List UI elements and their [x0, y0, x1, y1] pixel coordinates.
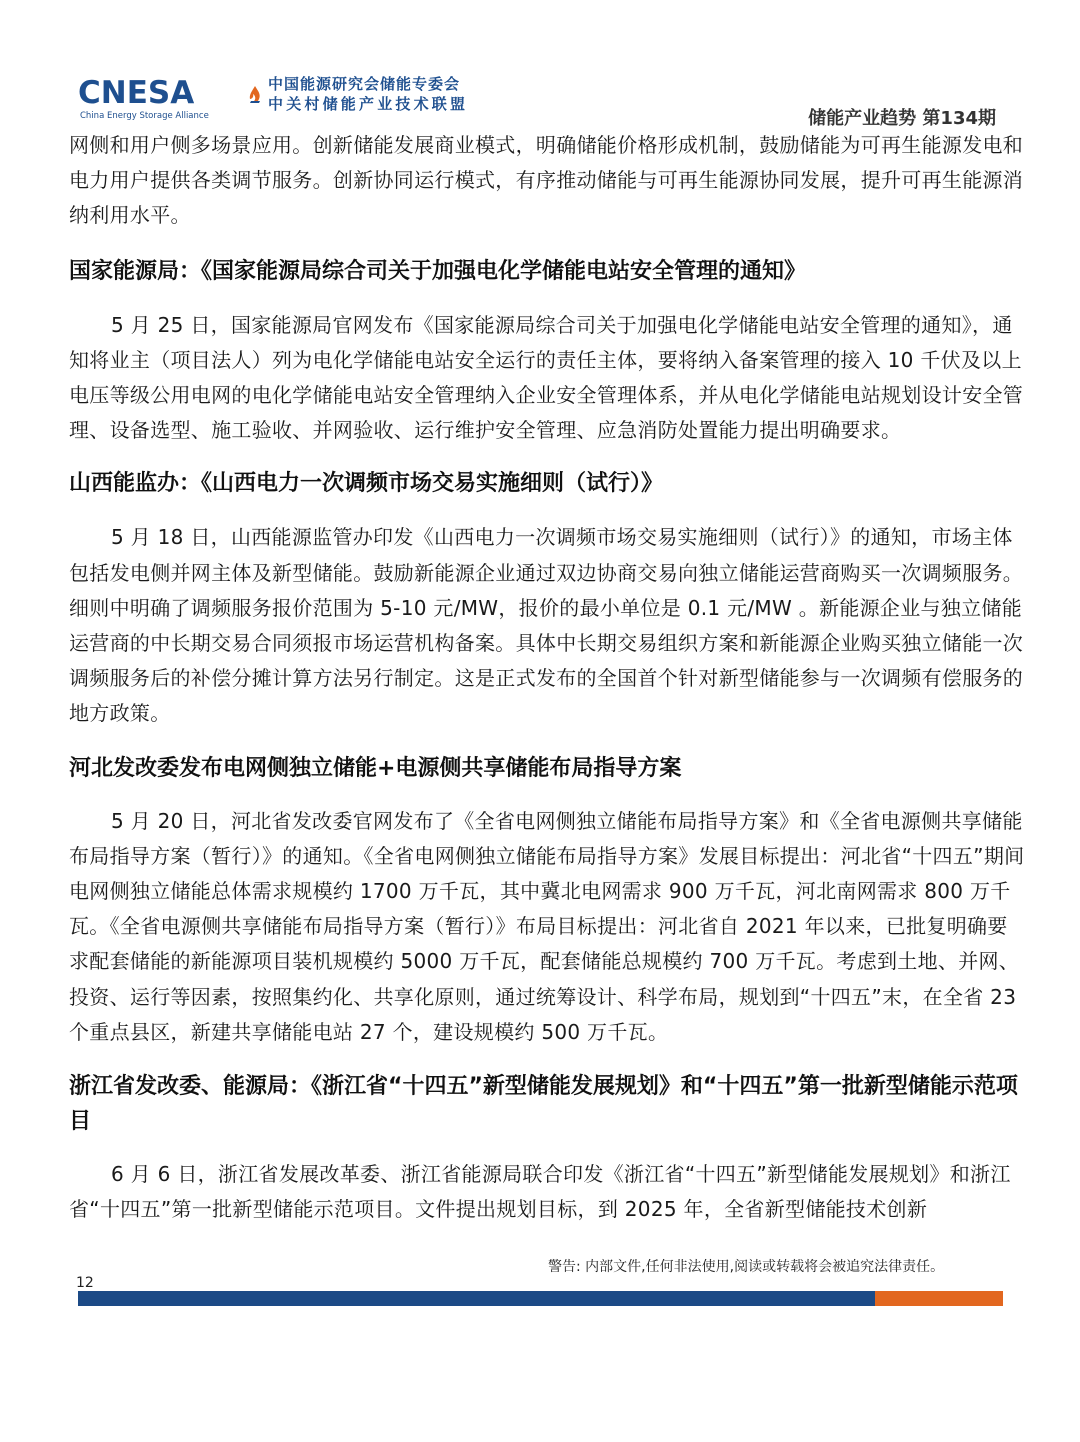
section-heading-nea: 国家能源局：《国家能源局综合司关于加强电化学储能电站安全管理的通知》	[69, 258, 807, 284]
page-header	[78, 70, 1008, 130]
paragraph-nea: 5 月 25 日，国家能源局官网发布《国家能源局综合司关于加强电化学储能电站安全管理的通知》，通知将业主（项目法人）列为电化学储能电站安全运行的责任主体，要将纳入备案管理的接入 10 千伏及以上电压等级公用电网的电化学储能电站安全管理纳入企业安全管理体系，并从电化学储能电站规划设计安全管理、设备选型、施工验收、并网验收、运行维护安全管理、应急消防处置能力提出明确要求。	[69, 312, 1024, 443]
paragraph-shanxi: 5 月 18 日，山西能源监管办印发《山西电力一次调频市场交易实施细则（试行）》的通知，市场主体包括发电侧并网主体及新型储能。鼓励新能源企业通过双边协商交易向独立储能运营商购买一次调频服务。细则中明确了调频服务报价范围为 5-10 元/MW，报价的最小单位是 0.1 元/MW 。新能源企业与独立储能运营商的中长期交易合同须报市场运营机构备案。具体中长期交易组织方案和新能源企业购买独立储能一次调频服务后的补偿分摊计算方法另行制定。这是正式发布的全国首个针对新型储能参与一次调频有偿服务的地方政策。	[69, 525, 1024, 726]
paragraph-continued: 网侧和用户侧多场景应用。创新储能发展商业模式，明确储能价格形成机制，鼓励储能为可再生能源发电和电力用户提供各类调节服务。创新协同运行模式，有序推动储能与可再生能源协同发展，提升可再生能源消纳利用水平。	[69, 133, 1024, 228]
org-line-1: 中国能源研究会储能专委会	[268, 75, 461, 93]
organization-name	[268, 74, 468, 114]
flame-icon	[248, 86, 262, 104]
paragraph-hebei: 5 月 20 日，河北省发改委官网发布了《全省电网侧独立储能布局指导方案》和《全省电源侧共享储能布局指导方案（暂行）》的通知。《全省电网侧独立储能布局指导方案》发展目标提出：河北省“十四五”期间电网侧独立储能总体需求规模约 1700 万千瓦，其中冀北电网需求 900 万千瓦，河北南网需求 800 万千瓦。《全省电源侧共享储能布局指导方案（暂行）》布局目标提出：河北省自 2021 年以来，已批复明确要求配套储能的新能源项目装机规模约 5000 万千瓦，配套储能总规模约 700 万千瓦。考虑到土地、并网、投资、运行等因素，按照集约化、共享化原则，通过统筹设计、科学布局，规划到“十四五”末，在全省 23 个重点县区，新建共享储能电站 27 个，建设规模约 500 万千瓦。	[69, 808, 1025, 1044]
logo-wordmark: CNESA	[78, 75, 195, 111]
issue-title: 储能产业趋势 第134期	[808, 108, 996, 129]
paragraph-zhejiang: 6 月 6 日，浙江省发展改革委、浙江省能源局联合印发《浙江省“十四五”新型储能发展规划》和浙江省“十四五”第一批新型储能示范项目。文件提出规划目标，到 2025 年，全省新型储能技术创新	[69, 1162, 1011, 1222]
page-number: 12	[76, 1275, 94, 1291]
footer-bar-blue	[78, 1291, 875, 1306]
org-line-2: 中关村储能产业技术联盟	[268, 95, 469, 113]
section-heading-hebei: 河北发改委发布电网侧独立储能+电源侧共享储能布局指导方案	[69, 755, 682, 781]
document-body	[69, 128, 1027, 1227]
section-heading-shanxi: 山西能监办：《山西电力一次调频市场交易实施细则（试行）》	[69, 471, 664, 497]
logo-subtitle: China Energy Storage Alliance	[80, 111, 209, 121]
footer-bar-orange	[875, 1291, 1003, 1306]
section-heading-zhejiang: 浙江省发改委、能源局：《浙江省“十四五”新型储能发展规划》和“十四五”第一批新型储能示范项目	[69, 1074, 1018, 1135]
legal-warning: 警告: 内部文件,任何非法使用,阅读或转载将会被追究法律责任。	[548, 1259, 945, 1275]
